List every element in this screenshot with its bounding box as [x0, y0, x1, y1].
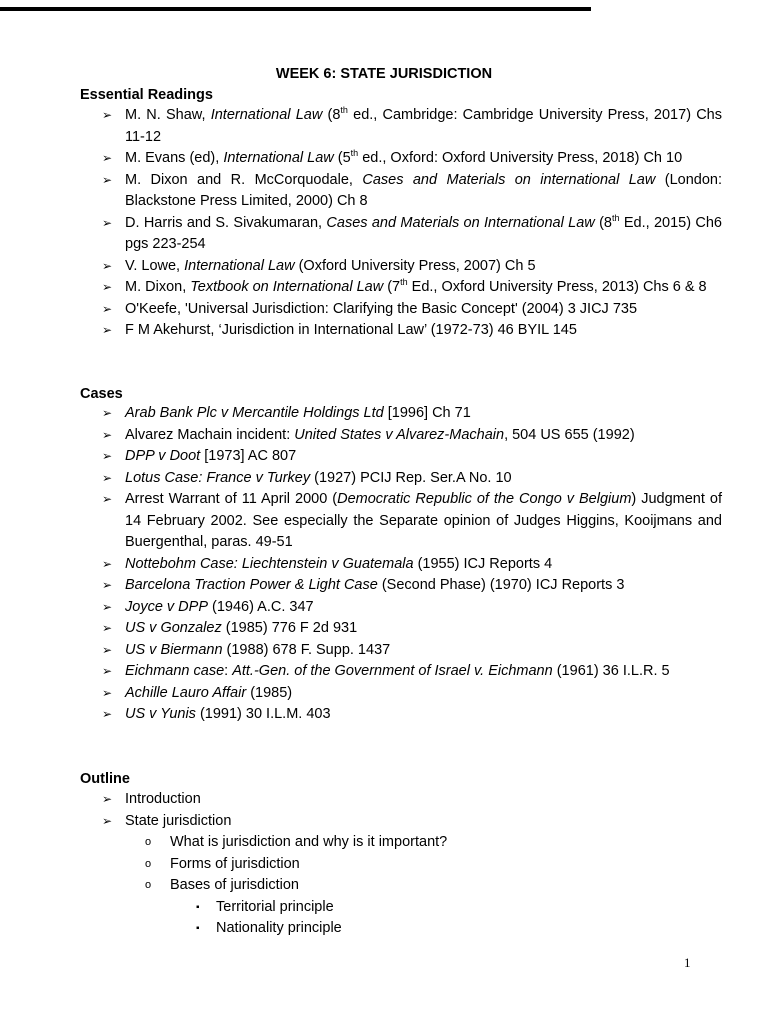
arrow-bullet-icon: ➢	[102, 578, 113, 592]
list-item: ➢ State jurisdiction	[102, 811, 722, 833]
list-item: ➢ D. Harris and S. Sivakumaran, Cases and Materials on International Law (8th Ed., 2015) Ch6 pgs 223-254	[102, 212, 722, 252]
essential-readings-heading: Essential Readings	[80, 87, 213, 103]
arrow-bullet-icon: ➢	[102, 108, 113, 122]
arrow-bullet-icon: ➢	[102, 427, 113, 442]
arrow-bullet-icon: ➢	[102, 621, 113, 635]
list-item: ➢ Barcelona Traction Power & Light Case (Second Phase) (1970) ICJ Reports 3	[102, 575, 722, 597]
list-item: ➢ Joyce v DPP (1946) A.C. 347	[102, 597, 722, 619]
list-item: ➢ Arab Bank Plc v Mercantile Holdings Ltd [1996] Ch 71	[102, 403, 722, 425]
arrow-bullet-icon: ➢	[102, 406, 113, 420]
arrow-bullet-icon: ➢	[102, 280, 113, 294]
list-item: ➢ US v Yunis (1991) 30 I.L.M. 403	[102, 704, 722, 726]
list-item: ➢ US v Gonzalez (1985) 776 F 2d 931	[102, 618, 722, 640]
list-item: ➢ Lotus Case: France v Turkey (1927) PCIJ Rep. Ser.A No. 10	[102, 468, 722, 490]
arrow-bullet-icon: ➢	[102, 792, 113, 806]
arrow-bullet-icon: ➢	[102, 151, 113, 165]
list-item: ➢ F M Akehurst, ‘Jurisdiction in International Law’ (1972-73) 46 BYIL 145	[102, 320, 722, 342]
cases-list	[102, 403, 722, 726]
arrow-bullet-icon: ➢	[102, 664, 113, 678]
list-item: ➢ Achille Lauro Affair (1985)	[102, 683, 722, 705]
readings-list	[102, 105, 722, 342]
list-item: ➢ O'Keefe, 'Universal Jurisdiction: Clarifying the Basic Concept' (2004) 3 JICJ 735	[102, 299, 722, 321]
list-item: ➢ Nottebohm Case: Liechtenstein v Guatemala (1955) ICJ Reports 4	[102, 554, 722, 576]
arrow-bullet-icon: ➢	[102, 258, 113, 273]
square-bullet-icon: ▪	[196, 923, 200, 934]
list-item: ➢ Introduction	[102, 789, 722, 811]
arrow-bullet-icon: ➢	[102, 323, 113, 337]
list-item: ➢ M. Dixon and R. McCorquodale, Cases and Materials on international Law (London: Blackstone Press Limited, 2000) Ch 8	[102, 171, 722, 209]
arrow-bullet-icon: ➢	[102, 685, 113, 700]
arrow-bullet-icon: ➢	[102, 492, 113, 506]
outline-list	[102, 789, 722, 832]
arrow-bullet-icon: ➢	[102, 813, 113, 828]
arrow-bullet-icon: ➢	[102, 556, 113, 571]
list-item: ➢ M. Dixon, Textbook on International Law (7th Ed., Oxford University Press, 2013) Chs 6 & 8	[102, 277, 722, 299]
page-title: WEEK 6: STATE JURISDICTION	[275, 66, 493, 82]
arrow-bullet-icon: ➢	[102, 301, 113, 316]
list-item: ➢ Eichmann case: Att.-Gen. of the Government of Israel v. Eichmann (1961) 36 I.L.R. 5	[102, 661, 722, 683]
list-item: ➢ M. N. Shaw, International Law (8th ed., Cambridge: Cambridge University Press, 2017) Chs 11-12	[102, 105, 723, 145]
arrow-bullet-icon: ➢	[102, 599, 113, 614]
circle-bullet-icon: o	[145, 836, 152, 848]
arrow-bullet-icon: ➢	[102, 449, 113, 463]
list-item: ➢ V. Lowe, International Law (Oxford University Press, 2007) Ch 5	[102, 256, 722, 278]
page-number: 1	[684, 955, 691, 970]
list-item: ➢ Alvarez Machain incident: United States v Alvarez-Machain, 504 US 655 (1992)	[102, 425, 722, 447]
list-item: ➢ Arrest Warrant of 11 April 2000 (Democratic Republic of the Congo v Belgium) Judgment of 14 February 2002. See especially the Separate opinion of Judges Higgins, Kooijmans and Buergenthal, paras. 49-51	[102, 491, 722, 550]
outline-heading: Outline	[80, 771, 130, 787]
list-item: ➢ DPP v Doot [1973] AC 807	[102, 446, 722, 468]
circle-bullet-icon: o	[145, 858, 152, 870]
arrow-bullet-icon: ➢	[102, 215, 113, 230]
list-item: ➢ M. Evans (ed), International Law (5th ed., Oxford: Oxford University Press, 2018) Ch 10	[102, 148, 722, 170]
arrow-bullet-icon: ➢	[102, 707, 113, 721]
square-bullet-icon: ▪	[196, 902, 200, 913]
cases-heading: Cases	[80, 386, 123, 402]
arrow-bullet-icon: ➢	[102, 172, 113, 187]
top-rule	[0, 7, 591, 11]
arrow-bullet-icon: ➢	[102, 642, 113, 657]
circle-bullet-icon: o	[145, 879, 152, 891]
list-item: ➢ US v Biermann (1988) 678 F. Supp. 1437	[102, 640, 722, 662]
arrow-bullet-icon: ➢	[102, 470, 113, 485]
